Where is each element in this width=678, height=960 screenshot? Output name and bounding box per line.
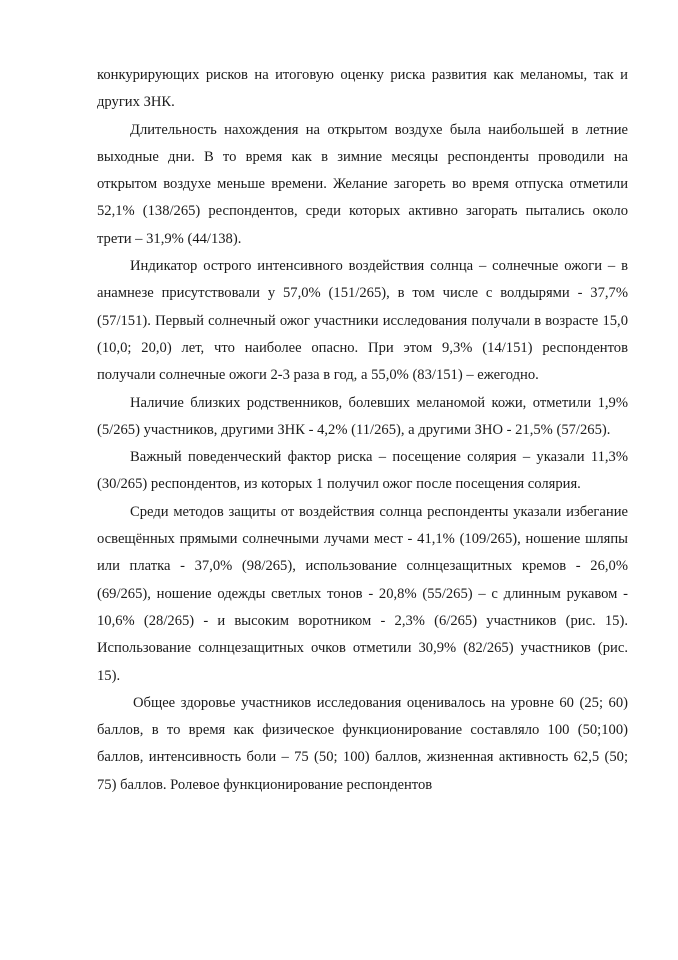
- paragraph-outdoor-duration: Длительность нахождения на открытом воздухе была наибольшей в летние выходные дни. В то время как в зимние месяцы респонденты проводили на открытом воздухе меньше времени. Желание загореть во время отпуска отметили 52,1% (138/265) респондентов, среди которых активно загорать пытались около трети – 31,9% (44/138).: [97, 121, 628, 247]
- paragraph-sun-protection: Среди методов защиты от воздействия солнца респонденты указали избегание освещённых прямыми солнечными лучами мест - 41,1% (109/265), ношение шляпы или платка - 37,0% (98/265), использование солнцезащитных кремов - 26,0% (69/265), ношение одежды светлых тонов - 20,8% (55/265) – с длинным рукавом - 10,6% (28/265) - и высоким воротником - 2,3% (6/265) участников (рис. 15). Использование солнцезащитных очков отметили 30,9% (82/265) участников (рис. 15).: [97, 503, 628, 684]
- paragraph-sunburns: Индикатор острого интенсивного воздействия солнца – солнечные ожоги – в анамнезе присутствовали у 57,0% (151/265), в том числе с волдырями - 37,7% (57/151). Первый солнечный ожог участники исследования получали в возрасте 15,0 (10,0; 20,0) лет, что наиболее опасно. При этом 9,3% (14/151) респондентов получали солнечные ожоги 2-3 раза в год, а 55,0% (83/151) – ежегодно.: [97, 258, 628, 384]
- paragraph-continuation: конкурирующих рисков на итоговую оценку риска развития как меланомы, так и других ЗНК.: [97, 67, 628, 111]
- paragraph-general-health: Общее здоровье участников исследования оценивалось на уровне 60 (25; 60) баллов, в то время как физическое функционирование составляло 100 (50;100) баллов, интенсивность боли – 75 (50; 100) баллов, жизненная активность 62,5 (50; 75) баллов. Ролевое функционирование респондентов: [97, 694, 628, 793]
- paragraph-solarium: Важный поведенческий фактор риска – посещение солярия – указали 11,3% (30/265) респондентов, из которых 1 получил ожог после посещения солярия.: [97, 449, 628, 493]
- paragraph-family-history: Наличие близких родственников, болевших меланомой кожи, отметили 1,9% (5/265) участников, другими ЗНК - 4,2% (11/265), а другими ЗНО - 21,5% (57/265).: [97, 394, 628, 438]
